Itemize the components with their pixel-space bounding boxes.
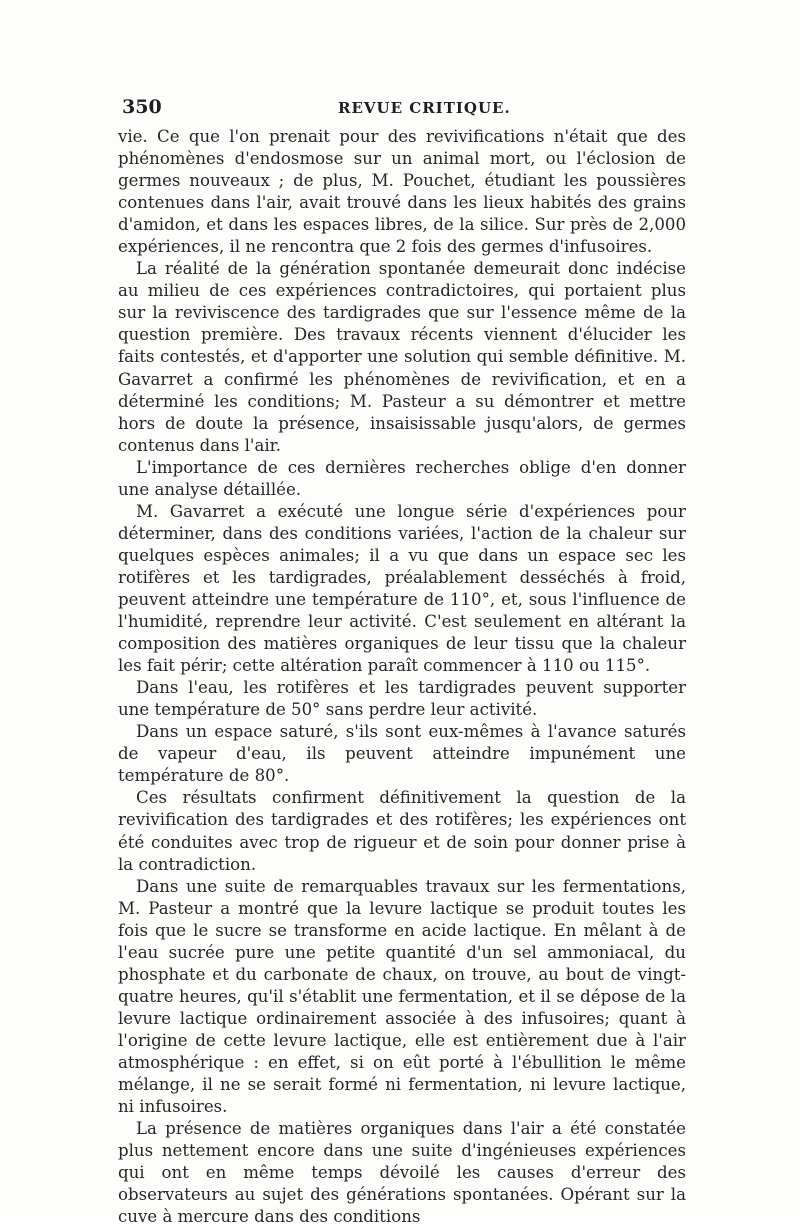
paragraph: Ces résultats confirment définitivement la question de la revivification des tardigrades et des rotifères; les expériences ont été conduites avec trop de rigueur et de soin pour donner prise à la contradiction. [118,788,686,874]
paragraph: La réalité de la génération spontanée demeurait donc indécise au milieu de ces expériences contradictoires, qui portaient plus sur la reviviscence des tardigrades que sur l'essence même de la question première. Des travaux récents viennent d'élucider les faits contestés, et d'apporter une solution qui semble définitive. M. Gavarret a confirmé les phénomènes de revivification, et en a déterminé les conditions; M. Pasteur a su démontrer et mettre hors de doute la présence, insaisissable jusqu'alors, de germes contenus dans l'air. [118,259,686,455]
paragraph: La présence de matières organiques dans l'air a été constatée plus nettement encore dans une suite d'ingénieuses expériences qui ont en même temps dévoilé les causes d'erreur des observateurs au sujet des générations spontanées. Opérant sur la cuve à mercure dans des conditions [118,1119,686,1227]
paragraph: Dans l'eau, les rotifères et les tardigrades peuvent supporter une température de 50° sans perdre leur activité. [118,678,686,720]
page-header [118,96,686,124]
paragraph: L'importance de ces dernières recherches oblige d'en donner une analyse détaillée. [118,457,686,499]
paragraph: M. Gavarret a exécuté une longue série d'expériences pour déterminer, dans des conditions variées, l'action de la chaleur sur quelques espèces animales; il a vu que dans un espace sec les rotifères et les tardigrades, préalablement desséchés à froid, peuvent atteindre une température de 110°, et, sous l'influence de l'humidité, reprendre leur activité. C'est seulement en altérant la composition des matières organiques de leur tissu que la chaleur les fait périr; cette altération paraît commencer à 110 ou 115°. [118,501,686,676]
paragraph: Dans une suite de remarquables travaux sur les fermentations, M. Pasteur a montré que la levure lactique se produit toutes les fois que le sucre se transforme en acide lactique. En mêlant à de l'eau sucrée pure une petite quantité d'un sel ammoniacal, du phosphate et du carbonate de chaux, on trouve, au bout de vingt-quatre heures, qu'il s'établit une fermentation, et il se dépose de la levure lactique ordinairement associée à des infusoires; quant à l'origine de cette levure lactique, elle est entièrement due à l'air atmosphérique : en effet, si on eût porté à l'ébullition le même mélange, il ne se serait formé ni fermentation, ni levure lactique, ni infusoires. [118,876,686,1117]
paragraph-continuation: vie. Ce que l'on prenait pour des revivifications n'était que des phénomènes d'endosmose sur un animal mort, ou l'éclosion de germes nouveaux ; de plus, M. Pouchet, étudiant les poussières contenues dans l'air, avait trouvé dans les lieux habités des grains d'amidon, et dans les espaces libres, de la silice. Sur près de 2,000 expériences, il ne rencontra que 2 fois des germes d'infusoires. [118,127,686,257]
running-title: REVUE CRITIQUE. [338,99,511,117]
page-number: 350 [122,96,162,118]
body-text [118,126,686,1228]
paragraph: Dans un espace saturé, s'ils sont eux-mêmes à l'avance saturés de vapeur d'eau, ils peuvent atteindre impunément une température de 80°. [118,722,686,786]
